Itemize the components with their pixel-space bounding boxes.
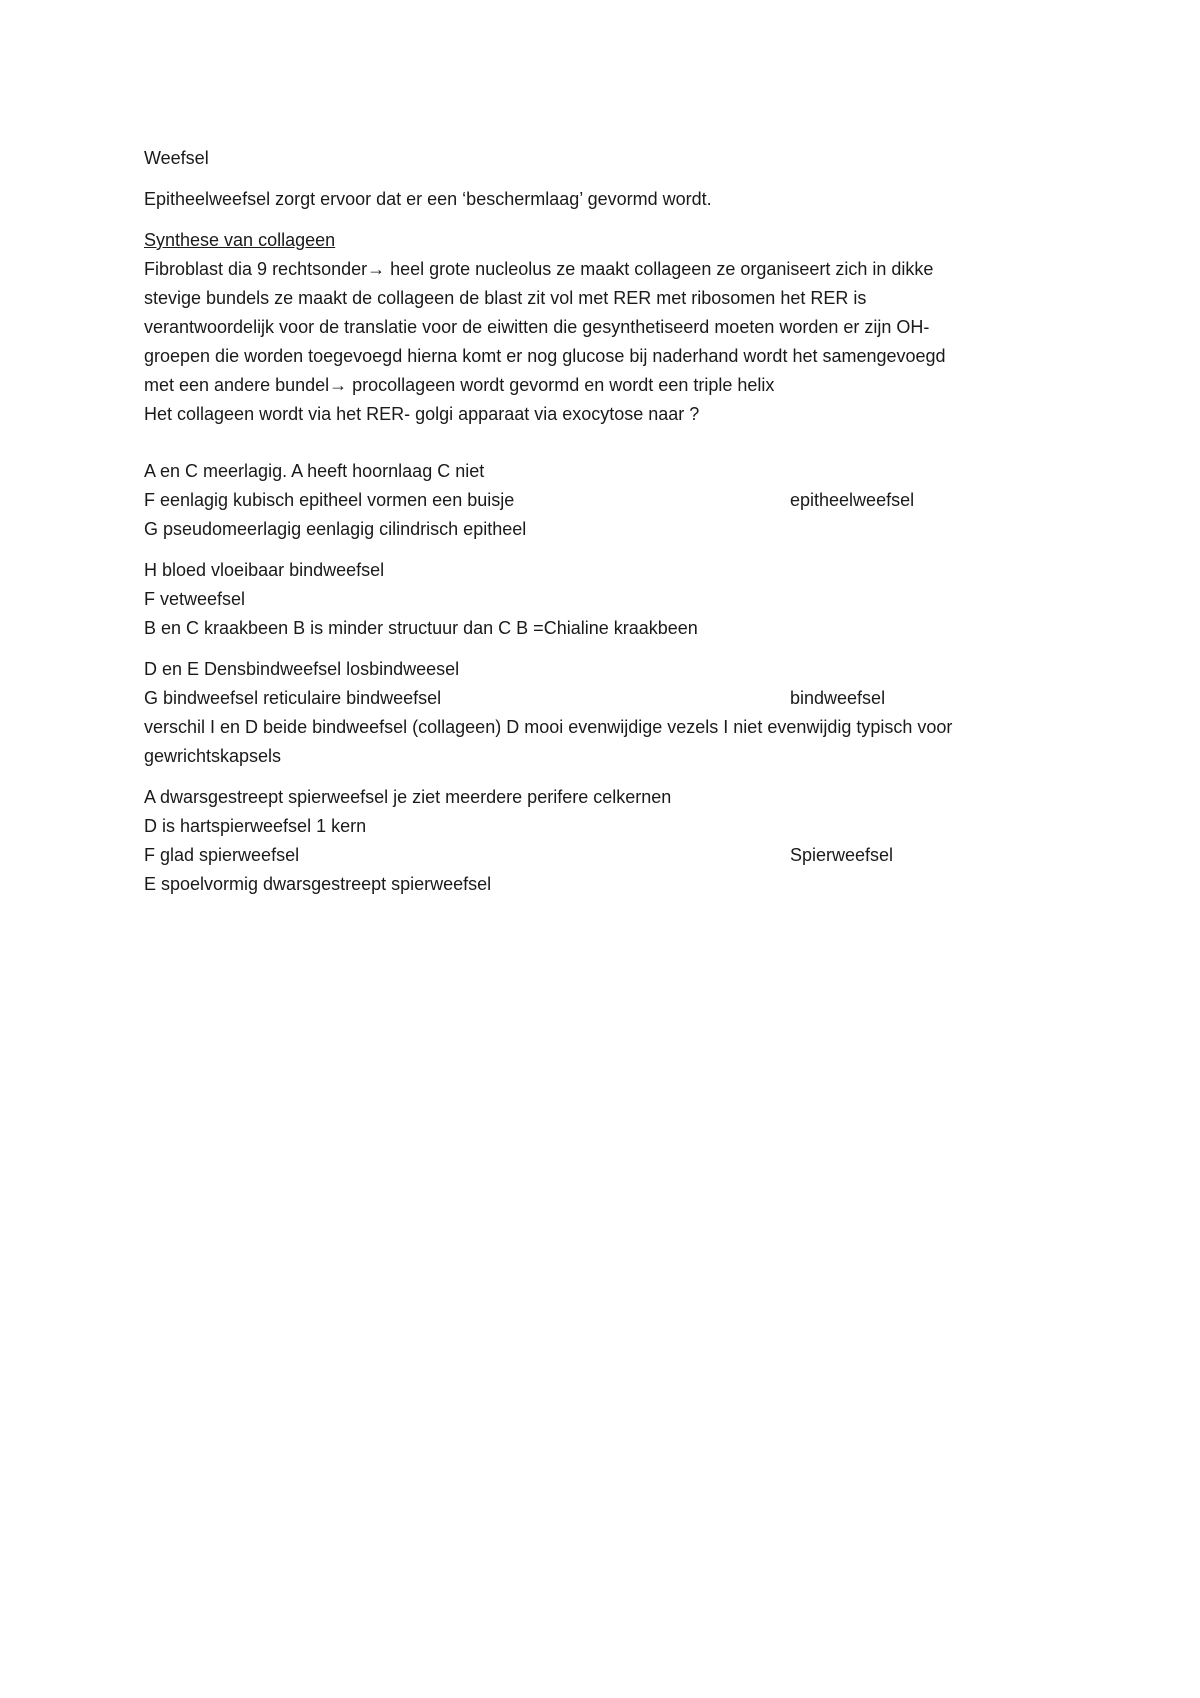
- spier-line: D is hartspierweefsel 1 kern: [144, 816, 367, 836]
- synthesis-line: verantwoordelijk voor de translatie voor de eiwitten die gesynthetiseerd moeten worden er zijn OH-: [144, 317, 930, 337]
- bindweefsel-line: D en E Densbindweefsel losbindweesel: [144, 659, 460, 679]
- epitheel-row: [144, 486, 1074, 515]
- spier-category-label: Spierweefsel: [790, 845, 894, 865]
- epitheel-line: G pseudomeerlagig eenlagig cilindrisch epitheel: [144, 519, 527, 539]
- bindweefsel-section-2: [144, 655, 1074, 771]
- bindweefsel-line: gewrichtskapsels: [144, 746, 282, 766]
- spier-row: [144, 841, 1074, 870]
- spier-line: E spoelvormig dwarsgestreept spierweefsel: [144, 874, 492, 894]
- synthesis-line: Het collageen wordt via het RER- golgi apparaat via exocytose naar ?: [144, 404, 700, 424]
- spier-line: A dwarsgestreept spierweefsel je ziet meerdere perifere celkernen: [144, 787, 672, 807]
- synthesis-line: stevige bundels ze maakt de collageen de blast zit vol met RER met ribosomen het RER is: [144, 288, 867, 308]
- synthesis-line: met een andere bundel→ procollageen wordt gevormd en wordt een triple helix: [144, 375, 775, 395]
- bindweefsel-section-1: [144, 556, 1074, 643]
- synthesis-heading: Synthese van collageen: [144, 230, 336, 250]
- bindweefsel-row: [144, 684, 1074, 713]
- bindweefsel-line: H bloed vloeibaar bindweefsel: [144, 560, 385, 580]
- synthesis-section: [144, 226, 1074, 429]
- synthesis-line: Fibroblast dia 9 rechtsonder→ heel grote nucleolus ze maakt collageen ze organiseert zich in dikke: [144, 259, 934, 279]
- epitheel-line: A en C meerlagig. A heeft hoornlaag C niet: [144, 461, 485, 481]
- bindweefsel-line: G bindweefsel reticulaire bindweefsel: [144, 688, 442, 708]
- bindweefsel-category-label: bindweefsel: [790, 688, 886, 708]
- bindweefsel-line: B en C kraakbeen B is minder structuur dan C B =Chialine kraakbeen: [144, 618, 698, 638]
- bindweefsel-line: verschil I en D beide bindweefsel (collageen) D mooi evenwijdige vezels I niet evenwijdig typisch voor: [144, 717, 953, 737]
- document-title: Weefsel: [144, 148, 209, 168]
- document-page: [144, 144, 1074, 899]
- epitheel-section: [144, 457, 1074, 544]
- synthesis-line: groepen die worden toegevoegd hierna komt er nog glucose bij naderhand wordt het samengevoegd: [144, 346, 946, 366]
- bindweefsel-line: F vetweefsel: [144, 589, 246, 609]
- intro-paragraph: Epitheelweefsel zorgt ervoor dat er een ‘beschermlaag’ gevormd wordt.: [144, 189, 712, 209]
- spier-line: F glad spierweefsel: [144, 845, 300, 865]
- spier-section: [144, 783, 1074, 899]
- epitheel-category-label: epitheelweefsel: [790, 490, 915, 510]
- epitheel-line: F eenlagig kubisch epitheel vormen een buisje: [144, 490, 515, 510]
